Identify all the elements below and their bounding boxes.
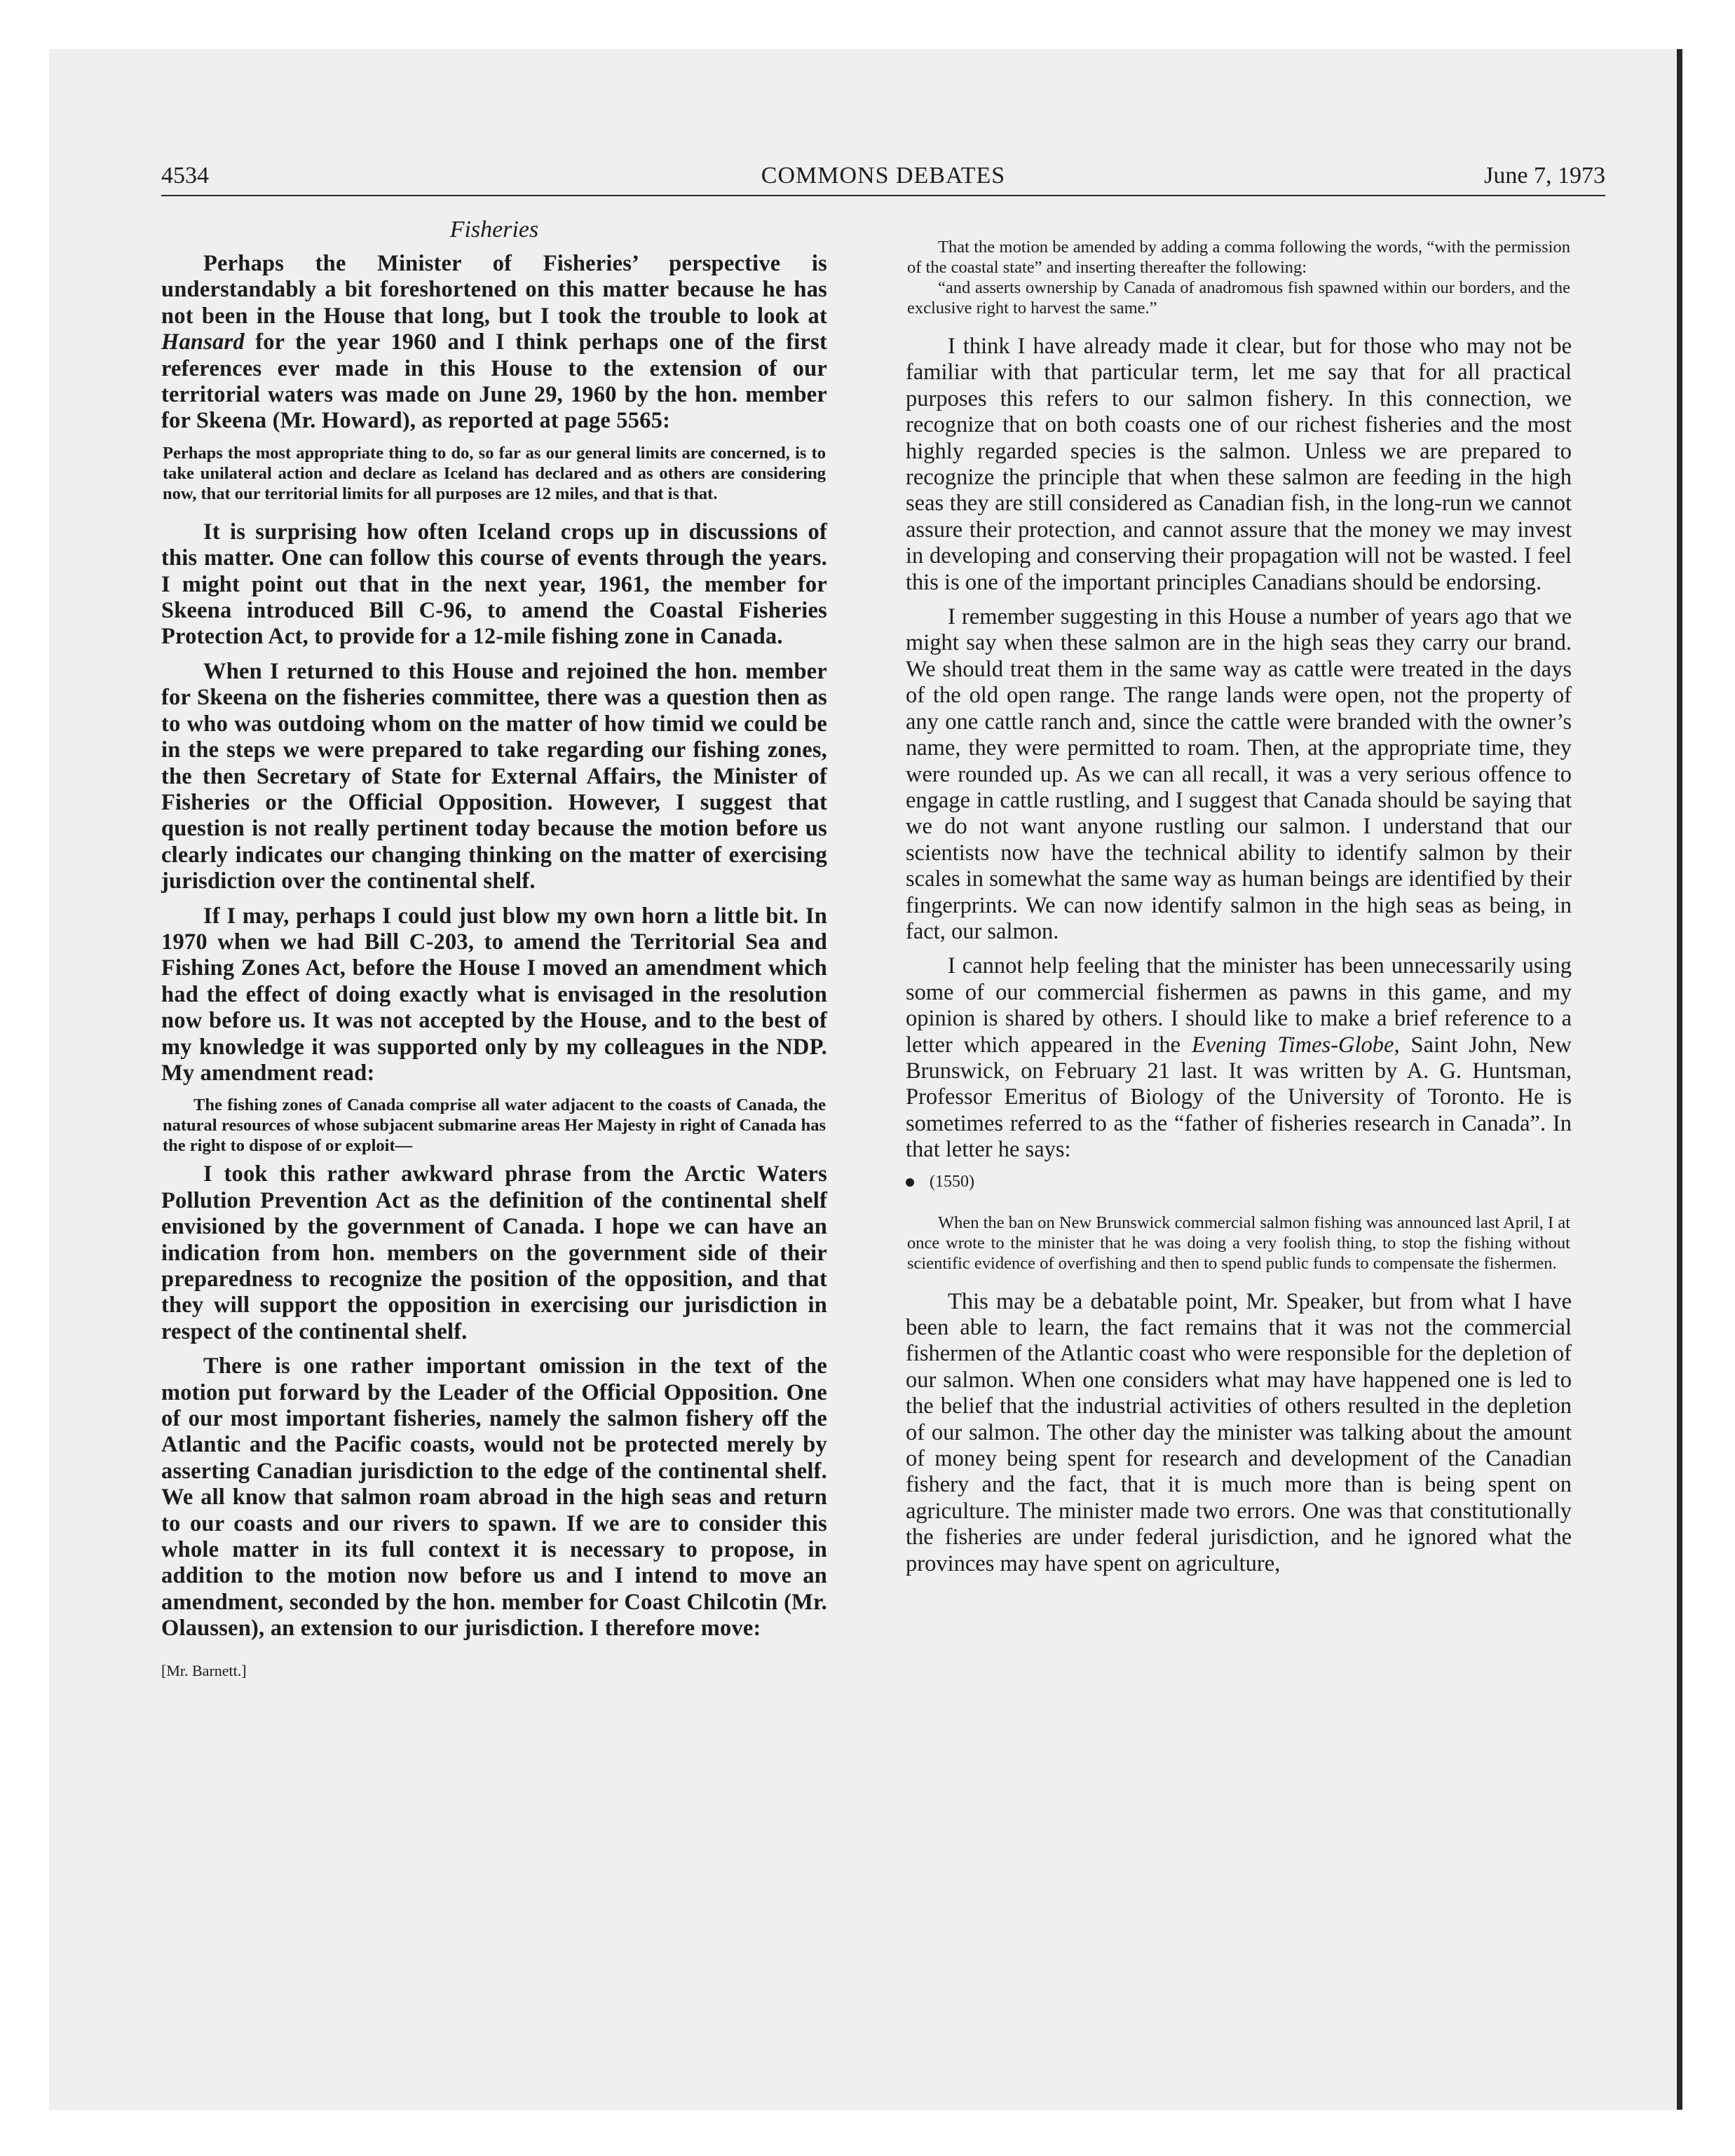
section-rubric: Fisheries <box>449 217 539 243</box>
paragraph: This may be a debatable point, Mr. Speaker, but from what I have been able to learn, the fact remains that it was not the commercial fishermen of the Atlantic coast who were responsible for the depletion of our salmon. When one considers what may have happened one is led to the belief that the industrial activities of others resulted in the depletion of our salmon. The other day the minister was talking about the amount of money being spent for research and development of the Canadian fishery and the fact, that it is much more than is being spent on agriculture. The minister made two errors. One was that constitutionally the fisheries are under federal jurisdiction, and he ignored what the provinces may have spent on agriculture, <box>906 1288 1572 1576</box>
speaker-attribution: [Mr. Barnett.] <box>161 1661 247 1679</box>
paragraph: When I returned to this House and rejoined the hon. member for Skeena on the fisheries committee, there was a question then as to who was outdoing whom on the matter of how timid we could be in the steps we were prepared to take regarding our fishing zones, the then Secretary of State for External Affairs, the Minister of Fisheries or the Official Opposition. However, I suggest that question is not really pertinent today because the motion before us clearly indicates our changing thinking on the matter of exercising jurisdiction over the continental shelf. <box>161 658 827 894</box>
time-marker <box>906 1172 1572 1192</box>
paragraph: I took this rather awkward phrase from the Arctic Waters Pollution Prevention Act as the definition of the continental shelf envisioned by the government of Canada. I hope we can have an indication from hon. members on the government side of their preparedness to recognize the position of the opposition, and that they will support the opposition in exercising our jurisdiction in respect of the continental shelf. <box>161 1161 827 1344</box>
paragraph <box>161 251 827 435</box>
hansard-reference: Hansard <box>161 329 245 355</box>
motion-line: “and asserts ownership by Canada of anadromous fish spawned within our borders, and the exclusive right to harvest the same.” <box>907 278 1570 318</box>
paragraph-text: I cannot help feeling that the minister has been unnecessarily using some of our commercial fishermen as pawns in this game, and my opinion is shared by others. I should like to make a brief reference to a letter which appeared in the <box>906 953 1572 1058</box>
page-number: 4534 <box>161 163 209 189</box>
block-quote: Perhaps the most appropriate thing to do, so far as our general limits are concerned, is to take unilateral action and declare as Iceland has declared and as others are considering now, that our territorial limits for all purposes are 12 miles, and that is that. <box>163 443 826 503</box>
left-column <box>161 216 827 1680</box>
paragraph: There is one rather important omission in the text of the motion put forward by the Leader of the Official Opposition. One of our most important fisheries, namely the salmon fishery off the Atlantic and the Pacific coasts, would not be protected merely by asserting Canadian jurisdiction to the edge of the continental shelf. We all know that salmon roam abroad in the high seas and return to our coasts and our rivers to spawn. If we are to consider this whole matter in its full context it is necessary to propose, in addition to the motion now before us and I intend to move an amendment, seconded by the hon. member for Coast Chilcotin (Mr. Olaussen), an extension to our jurisdiction. I therefore move: <box>161 1353 827 1642</box>
motion-line: That the motion be amended by adding a comma following the words, “with the permission of the coastal state” and inserting thereafter the following: <box>907 238 1570 277</box>
bullet-dot-icon <box>906 1178 914 1187</box>
issue-date: June 7, 1973 <box>1484 163 1605 189</box>
paragraph: If I may, perhaps I could just blow my own horn a little bit. In 1970 when we had Bill C-203, to amend the Territorial Sea and Fishing Zones Act, before the House I moved an amendment which had the effect of doing exactly what is envisaged in the resolution now before us. It was not accepted by the House, and to the best of my knowledge it was supported only by my colleagues in the NDP. My amendment read: <box>161 903 827 1086</box>
hansard-page <box>161 160 1605 2024</box>
paragraph: It is surprising how often Iceland crops up in discussions of this matter. One can follow this course of events through the years. I might point out that in the next year, 1961, the member for Skeena introduced Bill C-96, to amend the Coastal Fisheries Protection Act, to provide for a 12-mile fishing zone in Canada. <box>161 519 827 650</box>
paragraph-text: for the year 1960 and I think perhaps one of the first references ever made in this House to the extension of our territorial waters was made on June 29, 1960 by the hon. member for Skeena (Mr. Howard), as reported at page 5565: <box>161 329 827 434</box>
scan-edge-bar <box>1677 49 1682 2110</box>
newspaper-title: Evening Times-Globe <box>1191 1032 1394 1058</box>
block-quote: When the ban on New Brunswick commercial salmon fishing was announced last April, I at once wrote to the minister that he was doing a very foolish thing, to stop the fishing without scientific evidence of overfishing and then to spend public funds to compensate the fishermen. <box>907 1213 1570 1273</box>
publication-title: COMMONS DEBATES <box>761 163 1006 189</box>
paragraph-text: Perhaps the Minister of Fisheries’ perspective is understandably a bit foreshortened on this matter because he has not been in the House that long, but I took the trouble to look at <box>161 251 827 329</box>
scanned-page <box>49 49 1682 2110</box>
right-column <box>906 216 1572 1585</box>
running-header <box>161 160 1605 196</box>
paragraph: I think I have already made it clear, but for those who may not be familiar with that particular term, let me say that for all practical purposes this refers to our salmon fishery. In this connection, we recognize that on both coasts one of our richest fisheries and the most highly regarded species is the salmon. Unless we are prepared to recognize the principle that when these salmon are feeding in the high seas they are still considered as Canadian fish, in the long-run we cannot assure their protection, and cannot assure that the money we may invest in developing and conserving their propagation will not be wasted. I feel this is one of the important principles Canadians should be endorsing. <box>906 334 1572 595</box>
block-quote: The fishing zones of Canada comprise all water adjacent to the coasts of Canada, the natural resources of whose subjacent submarine areas Her Majesty in right of Canada has the right to dispose of or exploit— <box>163 1096 826 1156</box>
motion-text <box>906 237 1572 318</box>
paragraph <box>906 953 1572 1163</box>
paragraph: I remember suggesting in this House a number of years ago that we might say when these salmon are in the high seas they carry our brand. We should treat them in the same way as cattle were treated in the days of the old open range. The range lands were open, not the property of any one cattle ranch and, since the cattle were branded with the owner’s name, they were permitted to roam. Then, at the appropriate time, they were rounded up. As we can all recall, it was a very serious offence to engage in cattle rustling, and I suggest that Canada should be saying that we do not want anyone rustling our salmon. I understand that our scientists now have the technical ability to identify salmon by their scales in somewhat the same way as human beings are identified by their fingerprints. We can now identify salmon in the high seas as being, in fact, our salmon. <box>906 604 1572 944</box>
time-marker-text: (1550) <box>930 1172 974 1191</box>
paragraph-text: , Saint John, New Brunswick, on February 21 last. It was written by A. G. Huntsman, Professor Emeritus of Biology of the University of Toronto. He is sometimes referred to as the “father of fisheries research in Canada”. In that letter he says: <box>906 1032 1572 1163</box>
